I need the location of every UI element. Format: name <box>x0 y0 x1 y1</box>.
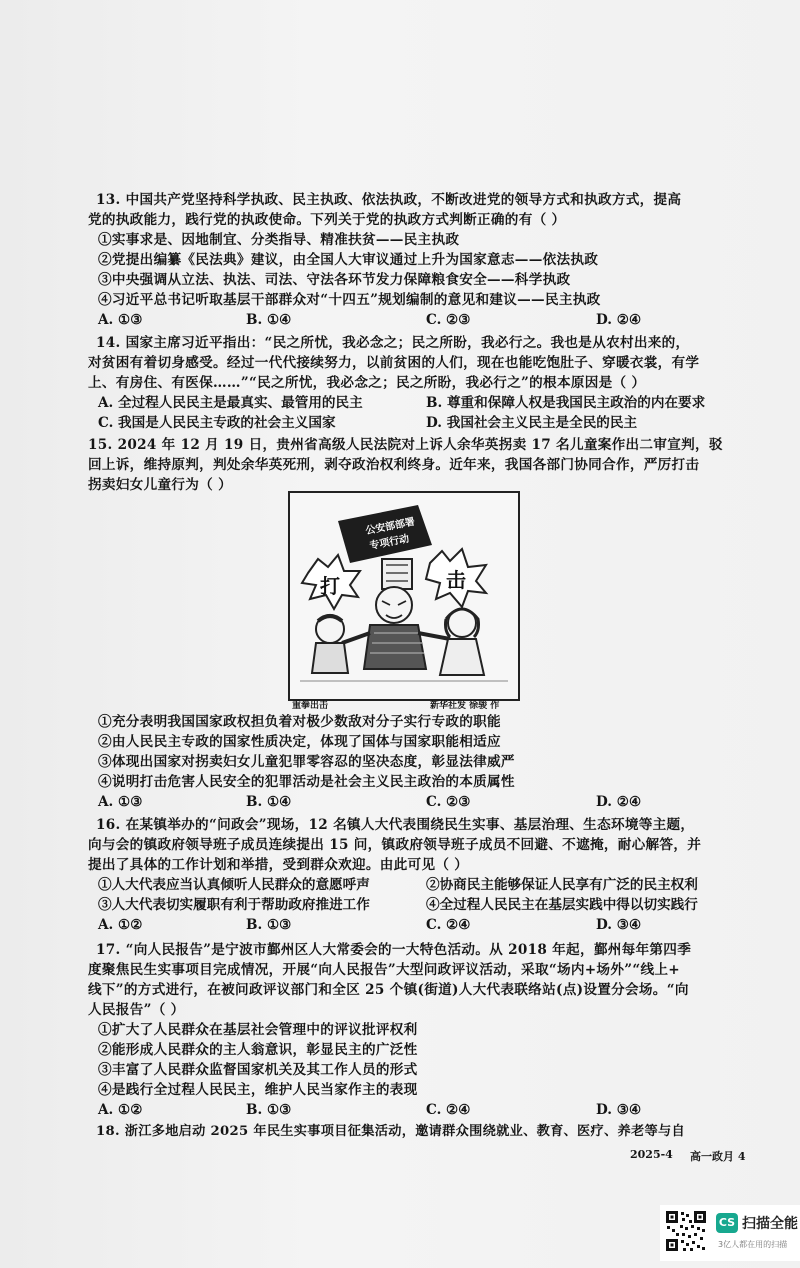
camscanner-title[interactable]: 扫描全能 <box>742 1216 798 1232</box>
qr-code-icon[interactable] <box>664 1209 708 1253</box>
q13-option-b: B. ①④ <box>246 312 292 328</box>
q15-item-1: ①充分表明我国国家政权担负着对极少数敌对分子实行专政的职能 <box>98 714 501 730</box>
q16-stem-line3: 提出了具体的工作计划和举措，受到群众欢迎。由此可见（ ） <box>88 857 469 873</box>
q17-item-2: ②能形成人民群众的主人翁意识，彰显民主的广泛性 <box>98 1042 418 1058</box>
q16-item-4: ④全过程人民民主在基层实践中得以切实践行 <box>426 897 698 913</box>
sign-board <box>338 505 432 563</box>
q15-item-2: ②由人民民主专政的国家性质决定，体现了国体与国家职能相适应 <box>98 734 501 750</box>
q17-stem-line4: 人民报告”（ ） <box>88 1002 185 1018</box>
q16-option-b: B. ①③ <box>246 917 292 933</box>
q15-option-b: B. ①④ <box>246 794 292 810</box>
q17-item-4: ④是践行全过程人民民主，维护人民当家作主的表现 <box>98 1082 418 1098</box>
burst-right-text: 击 <box>446 568 466 592</box>
camscanner-logo[interactable]: CS <box>716 1213 738 1233</box>
q15-item-3: ③体现出国家对拐卖妇女儿童犯罪零容忍的坚决态度，彰显法律威严 <box>98 754 515 770</box>
cartoon-drawing <box>290 493 518 699</box>
q13-option-c: C. ②③ <box>426 312 471 328</box>
q13-option-a: A. ①③ <box>98 312 143 328</box>
q17-stem-line2: 度聚焦民生实事项目完成情况，开展“向人民报告”大型问政评议活动，采取“场内+场外”“线上+ <box>88 962 680 978</box>
q15-option-a: A. ①③ <box>98 794 143 810</box>
q14-option-c: C. 我国是人民民主专政的社会主义国家 <box>98 415 336 431</box>
q14-stem-line2: 对贫困有着切身感受。经过一代代接续努力，以前贫困的人们，现在也能吃饱肚子、穿暖衣裳，有学 <box>88 355 700 371</box>
cartoon-caption-left: 重拳出击 <box>292 701 329 711</box>
q16-option-a: A. ①② <box>98 917 143 933</box>
boy-body <box>312 643 348 673</box>
q15-item-4: ④说明打击危害人民安全的犯罪活动是社会主义民主政治的本质属性 <box>98 774 515 790</box>
q16-option-c: C. ②④ <box>426 917 471 933</box>
camscanner-subtitle: 3亿人都在用的扫描 <box>718 1240 788 1249</box>
q16-stem-line1: 16. 在某镇举办的“问政会”现场，12 名镇人大代表围绕民生实事、基层治理、生态环境等主题， <box>96 817 695 833</box>
q15-stem-line2: 回上诉，维持原判，判处余华英死刑，剥夺政治权利终身。近年来，我国各部门协同合作，严厉打击 <box>88 457 700 473</box>
q15-stem-line3: 拐卖妇女儿童行为（ ） <box>88 477 232 493</box>
q17-option-d: D. ③④ <box>596 1102 642 1118</box>
footer-date: 2025-4 <box>630 1148 673 1161</box>
q15-option-c: C. ②③ <box>426 794 471 810</box>
q16-stem-line2: 向与会的镇政府领导班子成员连续提出 15 问，镇政府领导班子成员不回避、不遮掩，耐心解答，并 <box>88 837 702 853</box>
anti-trafficking-cartoon <box>288 491 520 701</box>
q14-option-b: B. 尊重和保障人权是我国民主政治的内在要求 <box>426 395 706 411</box>
q17-item-3: ③丰富了人民群众监督国家机关及其工作人员的形式 <box>98 1062 418 1078</box>
q16-option-d: D. ③④ <box>596 917 642 933</box>
q17-option-a: A. ①② <box>98 1102 143 1118</box>
q13-item-1: ①实事求是、因地制宜、分类指导、精准扶贫——民主执政 <box>98 232 460 248</box>
girl-dress <box>440 639 484 675</box>
q13-item-2: ②党提出编纂《民法典》建议，由全国人大审议通过上升为国家意志——依法执政 <box>98 252 599 268</box>
q14-stem-line1: 14. 国家主席习近平指出：“民之所忧，我必念之；民之所盼，我必行之。我也是从农村出来的， <box>96 335 690 351</box>
q13-item-4: ④习近平总书记听取基层干部群众对“十四五”规划编制的意见和建议——民主执政 <box>98 292 601 308</box>
q17-item-1: ①扩大了人民群众在基层社会管理中的评议批评权利 <box>98 1022 418 1038</box>
q15-stem-line1: 15. 2024 年 12 月 19 日，贵州省高级人民法院对上诉人余华英拐卖 17 名儿童案作出二审宣判，驳 <box>88 437 723 453</box>
burst-left-text: 打 <box>320 574 340 598</box>
footer-subject: 高一政月 4 <box>690 1150 746 1163</box>
q17-option-b: B. ①③ <box>246 1102 292 1118</box>
q17-stem-line1: 17. “向人民报告”是宁波市鄞州区人大常委会的一大特色活动。从 2018 年起，鄞州每年第四季 <box>96 942 692 958</box>
scanner-watermark[interactable] <box>660 1205 800 1261</box>
fist <box>382 559 412 589</box>
q14-option-a: A. 全过程人民民主是最真实、最管用的民主 <box>98 395 363 411</box>
q14-stem-line3: 上、有房住、有医保……”“民之所忧，我必念之；民之所盼，我必行之”的根本原因是（ ） <box>88 375 646 391</box>
cartoon-caption-right: 新华社发 徐骏 作 <box>430 701 500 711</box>
q18-stem-line1: 18. 浙江多地启动 2025 年民生实事项目征集活动，邀请群众围绕就业、教育、医疗、养老等与自 <box>96 1124 685 1139</box>
q17-stem-line3: 线下”的方式进行，在被问政评议部门和全区 25 个镇(街道)人大代表联络站(点)设置分会场。“向 <box>88 982 689 998</box>
q13-option-d: D. ②④ <box>596 312 642 328</box>
q15-option-d: D. ②④ <box>596 794 642 810</box>
q16-item-2: ②协商民主能够保证人民享有广泛的民主权利 <box>426 877 698 893</box>
q16-item-1: ①人大代表应当认真倾听人民群众的意愿呼声 <box>98 877 370 893</box>
sign-text-line1: 公安部部署 <box>364 516 416 537</box>
q13-item-3: ③中央强调从立法、执法、司法、守法各环节发力保障粮食安全——科学执政 <box>98 272 571 288</box>
sign-text-line2: 专项行动 <box>368 533 411 552</box>
q16-item-3: ③人大代表切实履职有利于帮助政府推进工作 <box>98 897 370 913</box>
criminal-body <box>364 625 426 669</box>
q14-option-d: D. 我国社会主义民主是全民的民主 <box>426 415 638 431</box>
q13-stem-line1: 13. 中国共产党坚持科学执政、民主执政、依法执政，不断改进党的领导方式和执政方式，提高 <box>96 192 682 208</box>
q17-option-c: C. ②④ <box>426 1102 471 1118</box>
q13-stem-line2: 党的执政能力，践行党的执政使命。下列关于党的执政方式判断正确的有（ ） <box>88 212 566 228</box>
